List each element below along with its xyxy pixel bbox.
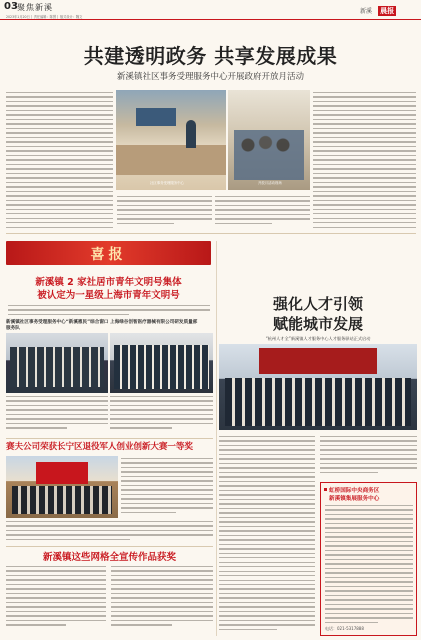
honor-headline-2: 被认定为一星级上海市青年文明号 — [37, 290, 180, 301]
competition-divider — [6, 546, 213, 547]
volunteer-text-col2 — [111, 566, 213, 636]
honor-subtitle-left: 新溪镇社区事务受理服务中心“新溪惠民”综合窗口服务队 — [6, 320, 109, 331]
honor-banner-label: 喜报 — [90, 247, 127, 263]
lead-photo-right-caption: 开放月活动现场 — [258, 181, 282, 185]
masthead-rule — [0, 19, 421, 20]
right-feature-text-col1 — [219, 436, 315, 636]
sidebar-box — [320, 482, 417, 636]
honor-banner — [6, 241, 211, 265]
volunteer-text-col1 — [6, 566, 106, 636]
honor-photo-right — [110, 333, 213, 393]
photo-people-row — [12, 486, 112, 514]
competition-photo — [6, 456, 118, 518]
honor-divider — [6, 438, 213, 439]
right-feature-text-col2 — [320, 436, 417, 478]
section-title: 聚焦新溪 — [17, 3, 53, 12]
right-feature-headline-1: 强化人才引领 — [272, 295, 363, 313]
photo-people-row — [225, 378, 411, 426]
lead-headline: 共建透明政务 共享发展成果 — [83, 44, 338, 68]
photo-red-backdrop — [259, 348, 377, 374]
lead-photo-right — [228, 90, 310, 190]
lead-text-col3 — [215, 196, 310, 226]
honor-intro-text — [8, 305, 210, 319]
photo-person — [186, 120, 196, 148]
sidebar-box-text — [325, 505, 413, 625]
honor-text-right — [110, 396, 213, 436]
right-feature-headline-2: 赋能城市发展 — [272, 315, 363, 333]
lead-photo-left — [116, 90, 226, 190]
brand-right: 晨报 — [380, 6, 395, 15]
photo-stage-screen — [36, 462, 88, 484]
photo-people-row — [10, 347, 104, 387]
lead-divider — [6, 233, 416, 234]
right-feature-kicker: “杭州人才全”新溪镇人才服务中心人才服务驿站正式启动 — [265, 336, 371, 341]
sidebar-box-marker — [324, 488, 327, 491]
photo-group — [234, 130, 304, 180]
volunteer-headline: 新溪镇这些网格全宣传作品获奖 — [42, 552, 176, 563]
lead-subhead: 新溪镇社区事务受理服务中心开展政府开放月活动 — [116, 72, 304, 82]
lead-text-col4 — [313, 92, 416, 230]
photo-people-row — [114, 345, 209, 389]
sidebar-box-title-1: 虹桥国际中央商务区 — [329, 488, 380, 494]
honor-headline-1: 新溪镇 2 家社居市青年文明号集体 — [35, 277, 182, 288]
right-feature-column-rule — [216, 241, 217, 636]
brand-logo — [360, 0, 396, 13]
lead-text-col1 — [6, 92, 113, 230]
competition-text-bottom — [6, 521, 213, 543]
right-feature-photo — [219, 344, 417, 430]
brand-left: 新溪 — [360, 8, 373, 15]
lead-text-col2 — [117, 196, 212, 226]
competition-text-right — [121, 458, 213, 518]
photo-screen — [136, 108, 176, 126]
masthead — [0, 0, 421, 19]
competition-headline: 赛夫公司荣获长宁区退役军人创业创新大赛一等奖 — [6, 442, 193, 452]
photo-counter — [116, 145, 226, 175]
lead-photo-left-caption: 社区事务受理服务中心 — [150, 181, 184, 185]
sidebar-box-footer: 电话：021-5317888 — [325, 626, 364, 631]
sidebar-box-title-2: 新溪镇集展服务中心 — [329, 496, 380, 502]
page-number: 03 — [4, 1, 18, 12]
honor-text-left — [6, 396, 108, 436]
honor-subtitle-right: 上海绿谷创智医疗器械有限公司研发质量部 — [110, 320, 198, 325]
honor-photo-left — [6, 333, 108, 393]
masthead-meta: 2023年1月20日 │ 责任编辑：陈慧 │ 版式设计：魏文 — [6, 15, 83, 19]
